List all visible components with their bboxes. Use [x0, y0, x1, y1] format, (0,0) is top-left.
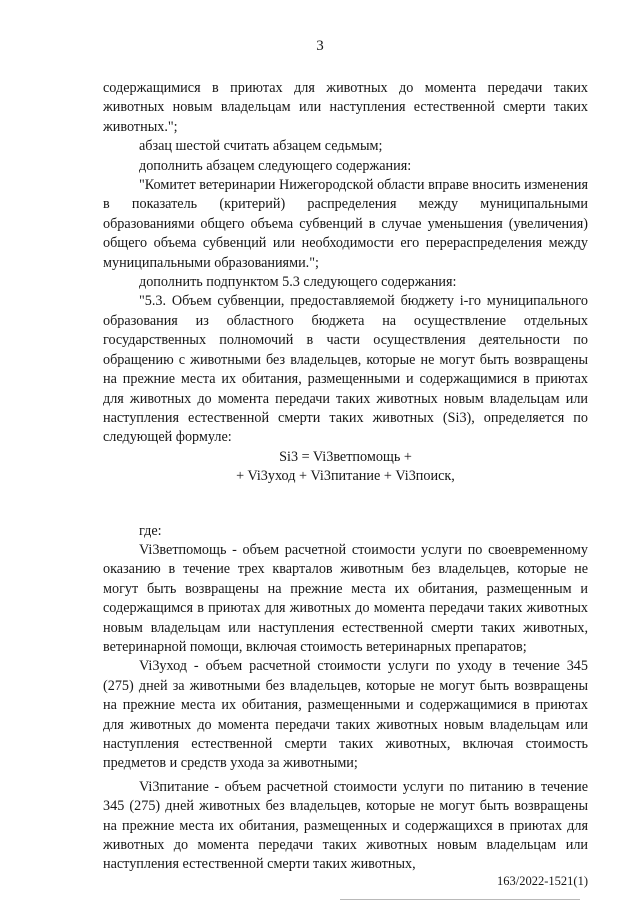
paragraph-dopolnit-podpunktom: дополнить подпунктом 5.3 следующего содержания:	[139, 274, 457, 291]
definition-care: Vi3уход - объем расчетной стоимости услуги по уходу в течение 345 (275) дней за животными без владельцев, которые не могут быть возвращены на прежние места их обитания, размещенными и содержащимися в приютах для животных до момента передачи таких животных новым владельцам или наступления естественной смерти таких животных, включая стоимость предметов и средств ухода за животными;	[103, 658, 588, 772]
definition-vet-help: Vi3ветпомощь - объем расчетной стоимости услуги по своевременному оказанию в течение трех кварталов животным без владельцев, которые не могут быть возвращены на прежние места их обитания, размещенным и содержащимся в приютах для животных до момента передачи таких животных новым владельцам или наступления естественной смерти таких животных, ветеринарной помощи, включая стоимость ветеринарных препаратов;	[103, 541, 588, 655]
paragraph-subpoint-5-3: "5.3. Объем субвенции, предоставляемой бюджету i-го муниципального образования из областного бюджета на осуществление отдельных государственных полномочий в части осуществления деятельности по обращению с животными без владельцев, которые не могут быть возвращены на прежние места их обитания, размещенными и содержащимися в приютах для животных до момента передачи таких животных новым владельцам или наступления естественной смерти таких животных (Si3), определяется по следующей формуле:	[103, 293, 588, 446]
document-reference-number: 163/2022-1521(1)	[497, 874, 588, 888]
definition-feeding: Vi3питание - объем расчетной стоимости услуги по питанию в течение 345 (275) дней животных без владельцев, которые не могут быть возвращены на прежние места их обитания, размещенных и содержащихся в приютах для животных до момента передачи таких животных новым владельцам или наступления естественной смерти таких животных,	[103, 778, 588, 873]
document-body	[103, 79, 588, 875]
formula-line-2: + Vi3уход + Vi3питание + Vi3поиск,	[236, 468, 455, 485]
page-number: 3	[316, 38, 324, 54]
spacer	[103, 487, 588, 522]
paragraph-dopolnit-abzacem: дополнить абзацем следующего содержания:	[139, 157, 412, 174]
paragraph-abzac-shestoy: абзац шестой считать абзацем седьмым;	[139, 138, 383, 155]
paragraph-komitet-veterinarii: "Комитет ветеринарии Нижегородской области вправе вносить изменения в показатель (критерий) распределения между муниципальными образованиями общего объема субвенций в случае уменьшения (увеличения) общего объема субвенций или необходимости его перераспределения между муниципальными образованиями.";	[103, 177, 588, 271]
paragraph-continuation: содержащимися в приютах для животных до момента передачи таких животных новым владельцам или наступления естественной смерти таких животных.";	[103, 80, 588, 135]
formula-line-1: Si3 = Vi3ветпомощь +	[279, 448, 412, 465]
scan-artifact-line	[340, 899, 580, 900]
where-label: где:	[139, 522, 162, 539]
